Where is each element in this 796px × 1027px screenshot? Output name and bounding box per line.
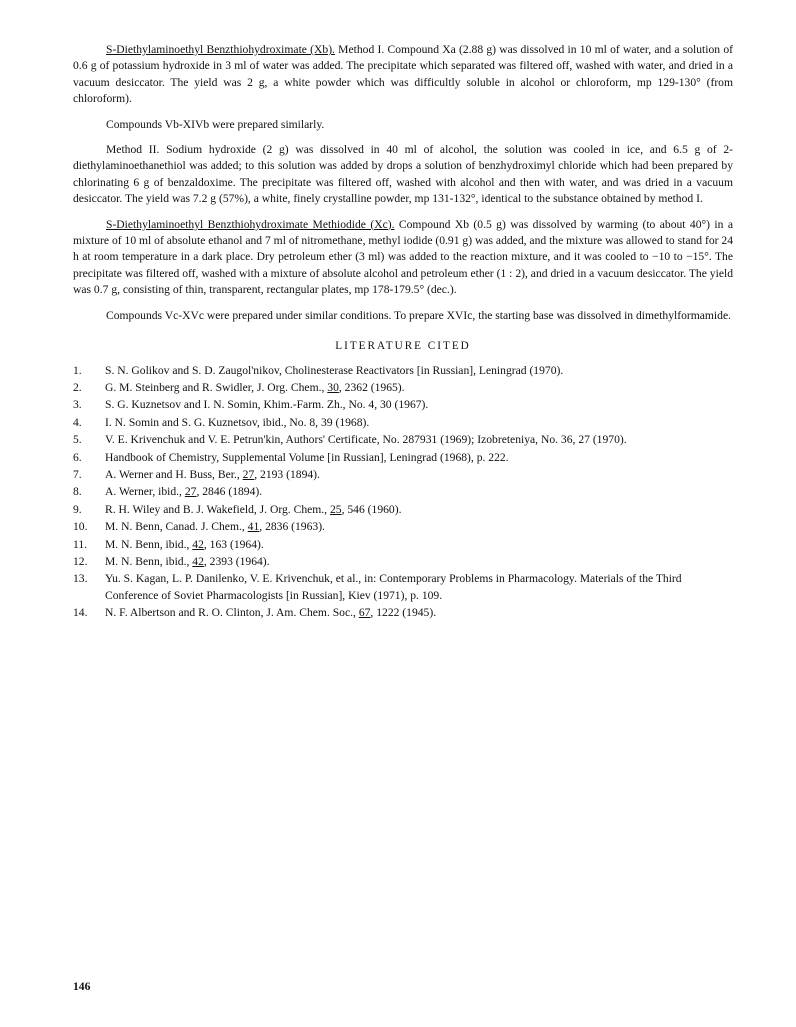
- reference-item: [73, 467, 733, 483]
- reference-citation: M. N. Benn, ibid.,: [105, 537, 193, 551]
- reference-text: [105, 415, 733, 431]
- reference-number: 11.: [73, 537, 88, 551]
- reference-number: 6.: [73, 450, 82, 464]
- reference-item: [73, 502, 733, 518]
- paragraph-similar-b: Compounds Vb-XIVb were prepared similarly.: [106, 117, 325, 131]
- reference-citation: A. Werner, ibid.,: [105, 485, 185, 499]
- reference-item: [73, 363, 733, 379]
- reference-pages: , 546 (1960).: [341, 502, 402, 516]
- reference-item: [73, 605, 733, 621]
- reference-number: 14.: [73, 606, 88, 620]
- reference-number: 1.: [73, 363, 82, 377]
- reference-number: 5.: [73, 433, 82, 447]
- reference-volume: 67: [358, 606, 371, 620]
- reference-number: 8.: [73, 485, 82, 499]
- reference-text: [105, 432, 733, 448]
- reference-item: [73, 537, 733, 553]
- reference-volume: 30: [327, 380, 339, 394]
- paragraph-method-1: [73, 42, 733, 108]
- reference-text: [105, 397, 733, 413]
- reference-text: [105, 519, 733, 535]
- reference-text: [105, 467, 733, 483]
- reference-item: [73, 397, 733, 413]
- reference-volume: 41: [247, 520, 260, 534]
- page-body: [73, 42, 733, 623]
- reference-pages: , 1222 (1945).: [370, 606, 437, 620]
- paragraph-methiodide: [73, 217, 733, 299]
- reference-citation: V. E. Krivenchuk and V. E. Petrun'kin, Authors' Certificate, No. 287931 (1969); Izobreteniya, No. 36, 27 (1970).: [105, 433, 627, 447]
- reference-number: 12.: [73, 554, 88, 568]
- reference-citation: Handbook of Chemistry, Supplemental Volume [in Russian], Leningrad (1968), p. 222.: [105, 450, 509, 464]
- reference-text: [105, 571, 733, 604]
- reference-text: [105, 605, 733, 621]
- reference-volume: 25: [329, 502, 342, 516]
- reference-text: [105, 537, 733, 553]
- paragraph-methiodide-body: Compound Xb (0.5 g) was dissolved by warming (to about 40°) in a mixture of 10 ml of absolute ethanol and 7 ml of nitromethane, methyl iodide (0.91 g) was added, and the mixture was allowed to stand for 24 h at room temperature in a dark place. Dry petroleum ether (3 ml) was added to the reaction mixture, and it was cooled to −10 to −15°. The precipitate was filtered off, washed with a mixture of absolute alcohol and petroleum ether (1 : 2), and dried in a vacuum desiccator. The yield was 0.7 g, consisting of thin, transparent, rectangular plates, mp 178-179.5° (dec.).: [73, 217, 733, 297]
- reference-text: [105, 450, 733, 466]
- reference-pages: , 2393 (1964).: [203, 554, 270, 568]
- reference-volume: 42: [192, 554, 204, 568]
- reference-citation: M. N. Benn, ibid.,: [105, 554, 193, 568]
- page-number: 146: [73, 980, 91, 993]
- reference-volume: 27: [242, 467, 255, 481]
- reference-citation: G. M. Steinberg and R. Swidler, J. Org. Chem.,: [105, 380, 328, 394]
- reference-citation: R. H. Wiley and B. J. Wakefield, J. Org. Chem.,: [105, 502, 330, 516]
- reference-pages: , 2836 (1963).: [259, 520, 325, 534]
- reference-volume: 42: [192, 537, 204, 551]
- reference-text: [105, 502, 733, 518]
- reference-number: 3.: [73, 398, 82, 412]
- reference-number: 9.: [73, 502, 82, 516]
- reference-citation: N. F. Albertson and R. O. Clinton, J. Am. Chem. Soc.,: [105, 606, 359, 620]
- reference-text: [105, 363, 733, 379]
- reference-pages: , 2362 (1965).: [338, 380, 405, 394]
- reference-text: [105, 484, 733, 500]
- reference-citation: I. N. Somin and S. G. Kuznetsov, ibid., No. 8, 39 (1968).: [105, 415, 370, 429]
- reference-item: [73, 380, 733, 396]
- reference-list: [73, 363, 733, 622]
- reference-number: 13.: [73, 572, 88, 586]
- reference-number: 4.: [73, 415, 82, 429]
- reference-item: [73, 450, 733, 466]
- reference-item: [73, 484, 733, 500]
- reference-pages: , 2846 (1894).: [196, 485, 263, 499]
- reference-citation: S. G. Kuznetsov and I. N. Somin, Khim.-Farm. Zh., No. 4, 30 (1967).: [105, 398, 429, 412]
- compound-title-xb: S-Diethylaminoethyl Benzthiohydroximate (Xb).: [106, 43, 335, 56]
- reference-pages: , 163 (1964).: [203, 537, 264, 551]
- reference-item: [73, 554, 733, 570]
- reference-text: [105, 380, 733, 396]
- reference-citation: A. Werner and H. Buss, Ber.,: [105, 467, 243, 481]
- reference-citation: S. N. Golikov and S. D. Zaugol'nikov, Cholinesterase Reactivators [in Russian], Leningrad (1970).: [105, 363, 564, 377]
- reference-item: [73, 415, 733, 431]
- reference-item: [73, 519, 733, 535]
- reference-item: [73, 432, 733, 448]
- reference-text: [105, 554, 733, 570]
- reference-pages: , 2193 (1894).: [254, 467, 320, 481]
- paragraph-method-1-body: Method I. Compound Xa (2.88 g) was dissolved in 10 ml of water, and a solution of 0.6 g of potassium hydroxide in 3 ml of water was added. The precipitate which separated was filtered off, washed with water, and dried in a vacuum desiccator. The yield was 2 g, a white powder which was difficultly soluble in alcohol or chloroform, mp 129-130° (from chloroform).: [73, 43, 733, 106]
- reference-citation: M. N. Benn, Canad. J. Chem.,: [105, 520, 248, 534]
- reference-item: [73, 571, 733, 604]
- literature-cited-heading: LITERATURE CITED: [335, 340, 471, 353]
- compound-title-xc: S-Diethylaminoethyl Benzthiohydroximate Methiodide (Xc).: [106, 217, 395, 231]
- reference-citation: Yu. S. Kagan, L. P. Danilenko, V. E. Krivenchuk, et al., in: Contemporary Problems in Pharmacology. Materials of the Third Conference of Soviet Pharmacologists [in Russian], Kiev (1971), p. 109.: [105, 572, 682, 602]
- reference-number: 10.: [73, 520, 88, 534]
- paragraph-similar-c: Compounds Vc-XVc were prepared under similar conditions. To prepare XVIc, the starting base was dissolved in dimethylformamide.: [106, 308, 731, 322]
- paragraph-method-2: Method II. Sodium hydroxide (2 g) was dissolved in 40 ml of alcohol, the solution was cooled in ice, and 6.5 g of 2-diethylaminoethanethiol was added; to this solution was added by drops a solution of benzhydroximyl chloride which had been prepared by chlorinating 6 g of benzaldoxime. The precipitate was filtered off, washed with alcohol and then with water, and was dried in a vacuum desiccator. The yield was 7.2 g (57%), a white, finely crystalline powder, mp 131-132°, identical to the substance obtained by method I.: [73, 143, 733, 206]
- reference-number: 2.: [73, 380, 82, 394]
- reference-number: 7.: [73, 467, 82, 481]
- reference-volume: 27: [184, 485, 197, 499]
